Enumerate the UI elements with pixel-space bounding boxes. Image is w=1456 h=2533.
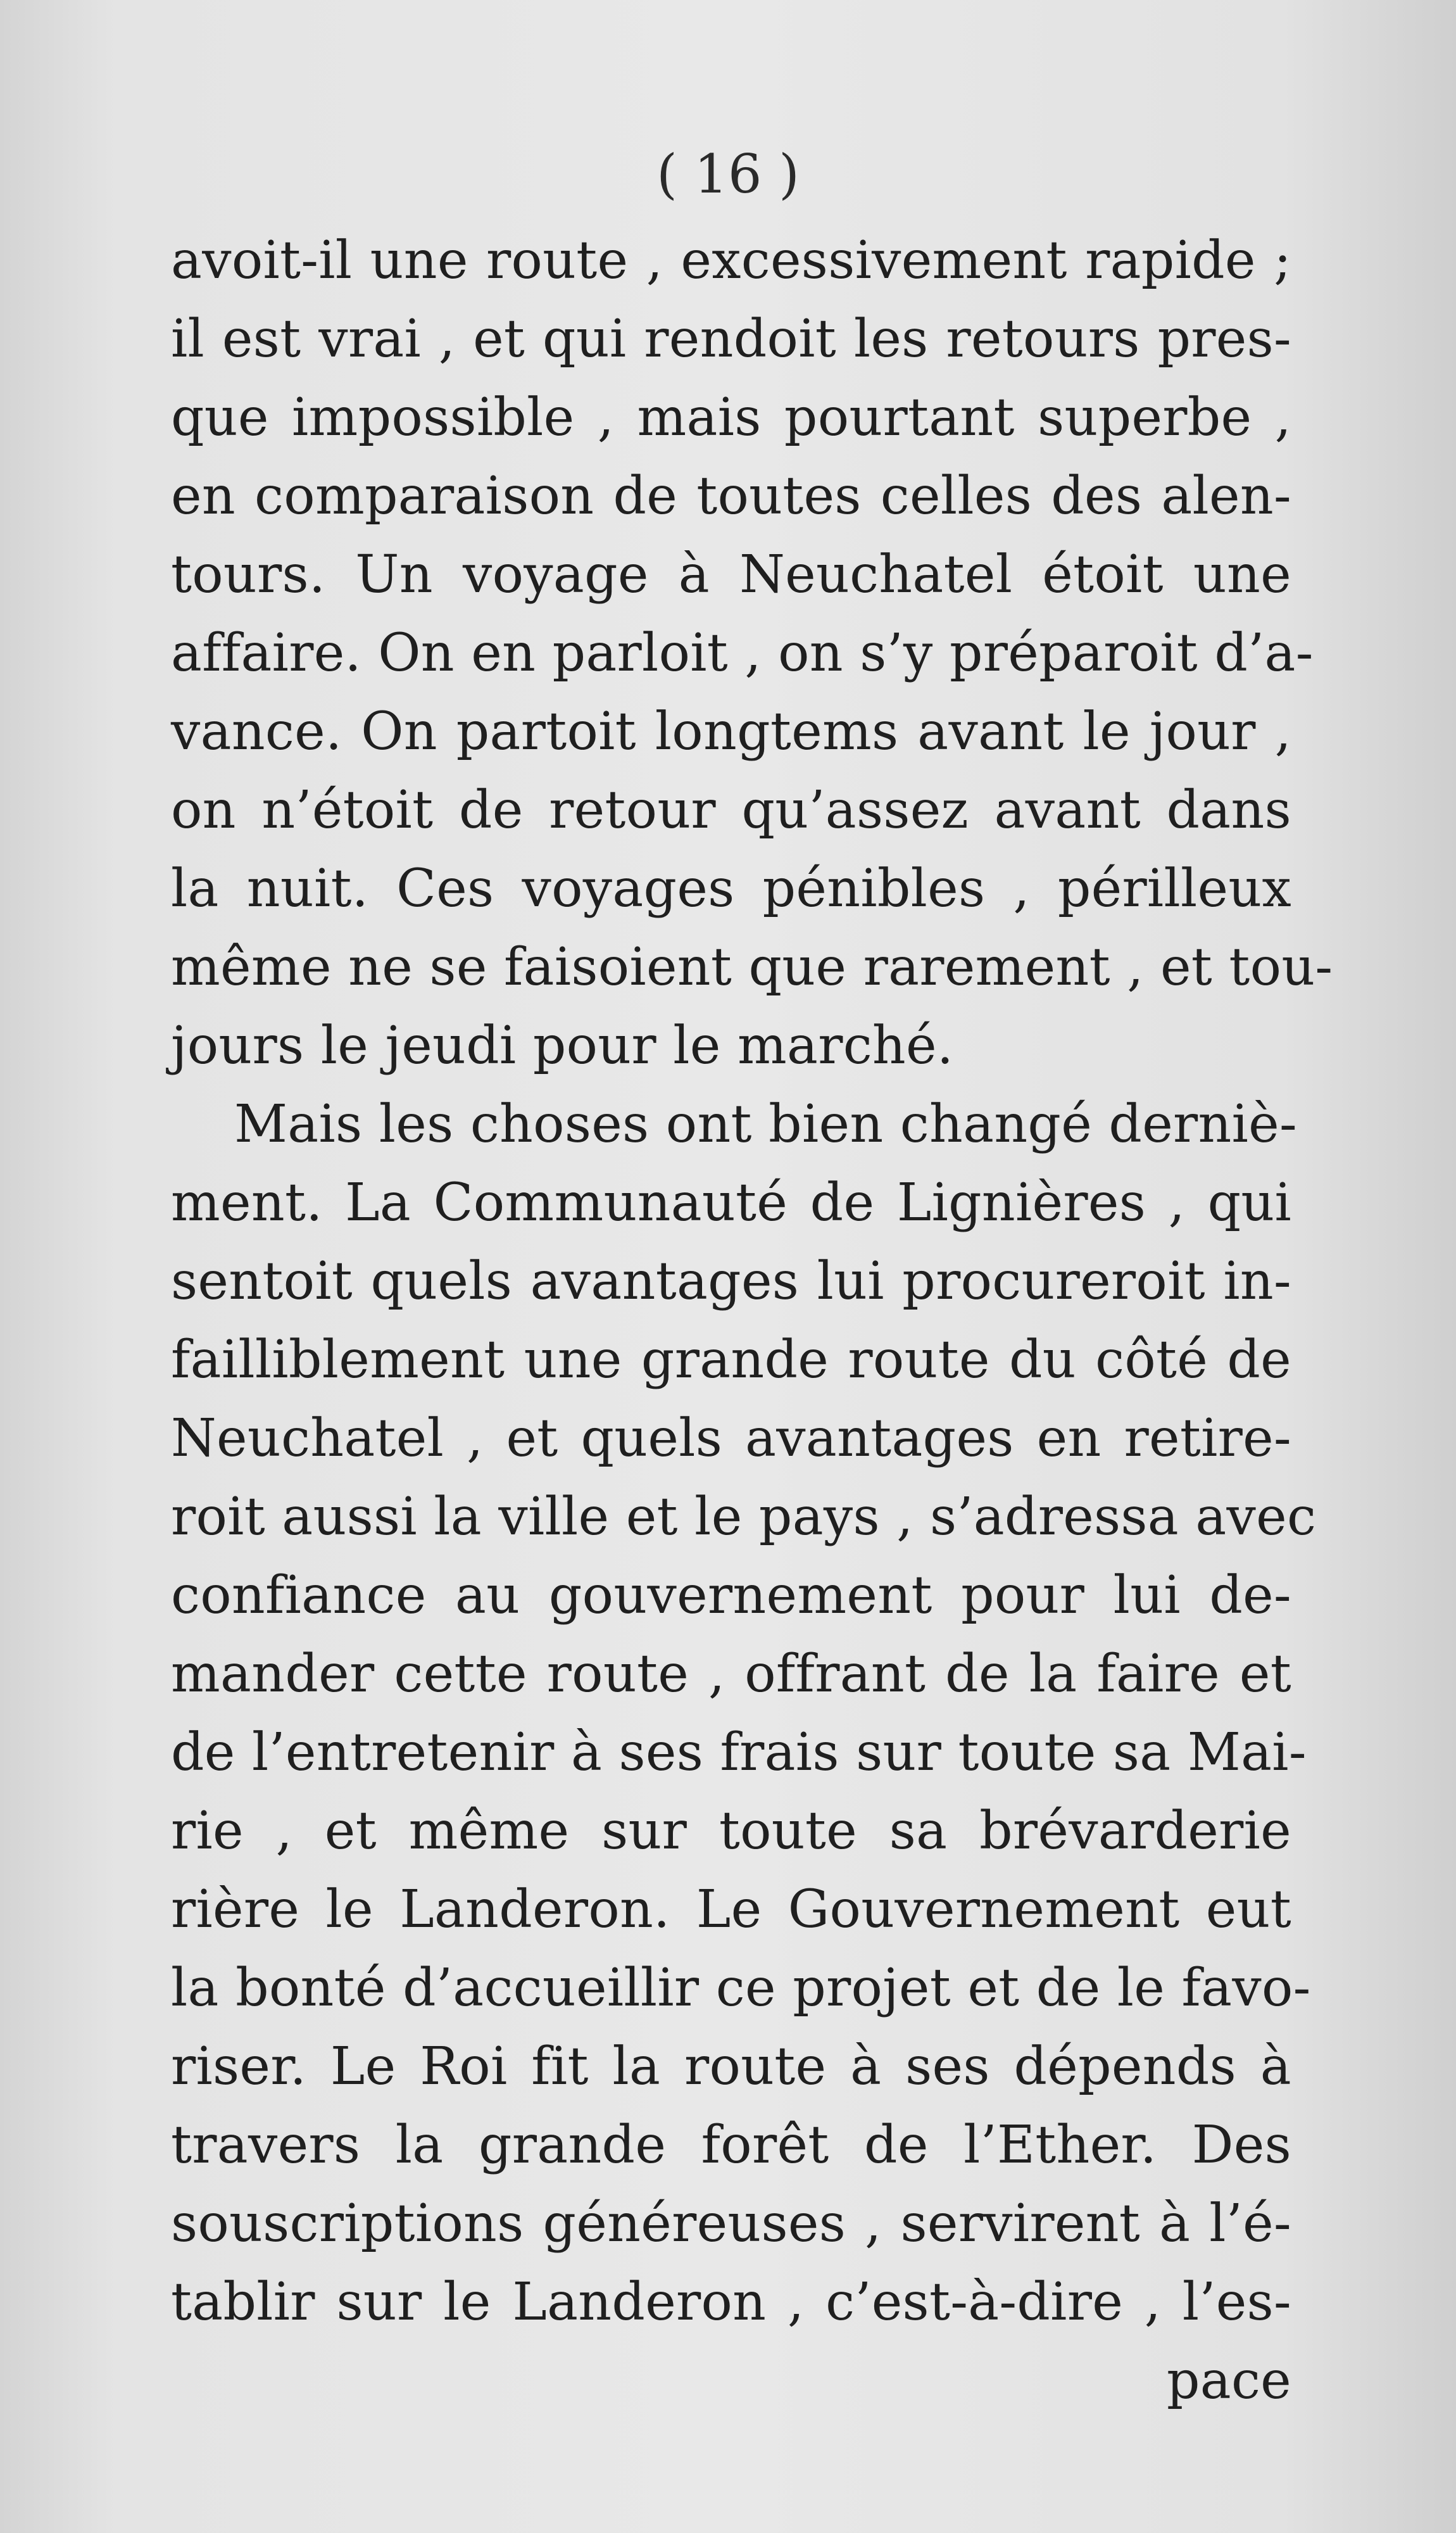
text-line: riser. Le Roi fit la route à ses dépends à [171,2037,1291,2097]
text-line: en comparaison de toutes celles des alen- [171,466,1291,526]
text-line: roit aussi la ville et le pays , s’adressa avec [171,1487,1317,1547]
page-number-header: ( 16 ) [656,143,800,205]
text-line: travers la grande forêt de l’Ether. Des [171,2115,1291,2175]
text-line: affaire. On en parloit , on s’y préparoit d’a- [171,623,1314,683]
text-line: mander cette route , offrant de la faire et [171,1644,1291,1704]
text-line: Mais les choses ont bien changé derniè- [234,1094,1298,1154]
body-text [171,222,1333,2420]
text-line: confiance au gouvernement pour lui de- [171,1565,1291,1626]
text-line: rie , et même sur toute sa brévarderie [171,1801,1291,1861]
text-line: Neuchatel , et quels avantages en retire- [171,1408,1291,1469]
text-line: même ne se faisoient que rarement , et tou- [171,937,1333,997]
text-line: il est vrai , et qui rendoit les retours pres- [171,309,1291,369]
text-line: on n’étoit de retour qu’assez avant dans [171,780,1291,840]
catchword: pace [1166,2351,1291,2411]
text-line: rière le Landeron. Le Gouvernement eut [171,1879,1291,1940]
text-line: tours. Un voyage à Neuchatel étoit une [171,545,1291,605]
text-line: jours le jeudi pour le marché. [171,1016,954,1076]
text-line: avoit-il une route , excessivement rapide ; [171,231,1291,291]
text-line: souscriptions généreuses , servirent à l’é- [171,2194,1291,2254]
text-line: vance. On partoit longtems avant le jour , [171,702,1291,762]
text-line: failliblement une grande route du côté de [171,1330,1291,1390]
text-line: que impossible , mais pourtant superbe , [171,388,1291,448]
text-line: la nuit. Ces voyages pénibles , périlleux [171,859,1291,919]
text-line: la bonté d’accueillir ce projet et de le favo- [171,1958,1311,2018]
text-line: de l’entretenir à ses frais sur toute sa Mai- [171,1722,1307,1783]
text-line: ment. La Communauté de Lignières , qui [171,1173,1291,1233]
text-line: tablir sur le Landeron , c’est-à-dire , l’es- [171,2272,1291,2332]
text-line: sentoit quels avantages lui procureroit in- [171,1251,1291,1311]
